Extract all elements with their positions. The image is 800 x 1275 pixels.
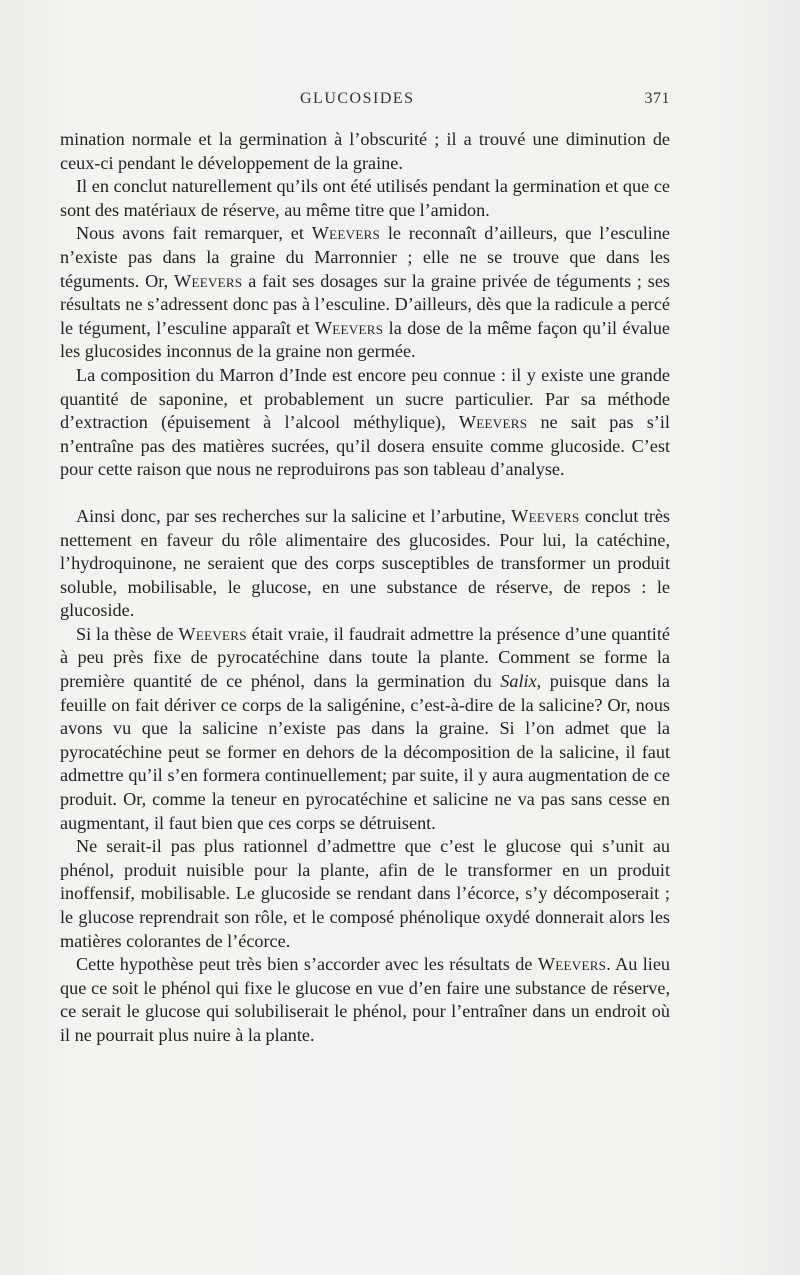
author-name: Weevers — [458, 412, 528, 433]
text-run: a fait ses dosages sur la graine privée de téguments ; ses résultats ne s’adressent donc pas à l’esculine. D’ailleurs, dès que la radicule a percé le tégument, l’esculine apparaît et — [60, 270, 670, 338]
paragraph — [60, 835, 670, 953]
paragraph — [60, 364, 670, 482]
paragraph — [60, 175, 670, 222]
text-run: ne sait pas s’il n’entraîne pas des matières sucrées, qu’il dosera ensuite comme glucoside. C’est pour cette raison que nous ne reproduirons pas son tableau d’analyse. — [60, 412, 670, 480]
page-number: 371 — [644, 90, 670, 107]
author-name: Weevers — [311, 223, 381, 244]
text-run: La composition du Marron d’Inde est encore peu connue : il y existe une grande quantité de saponine, et probablement un sucre particulier. Par sa méthode d’extraction (épuisement à l’alcool méthylique), — [60, 364, 670, 433]
text-run: le reconnaît d’ailleurs, que l’esculine n’existe pas dans la graine du Marronnier ; elle ne se trouve que dans les téguments. Or, — [60, 223, 670, 291]
author-name: Weevers — [537, 954, 607, 975]
author-name: Weevers — [511, 505, 580, 526]
text-run: était vraie, il faudrait admettre la présence d’une quantité à peu près fixe de pyrocatéchine dans toute la plante. Comment se forme la première quantité de ce phénol, dans la germination du — [60, 623, 670, 692]
text-run: Il en conclut naturellement qu’ils ont été utilisés pendant la germination et que ce sont des matériaux de réserve, au même titre que l’amidon. — [60, 176, 670, 220]
paragraph — [60, 505, 670, 623]
text-run: Ne serait-il pas plus rationnel d’admettre que c’est le glucose qui s’unit au phénol, produit nuisible pour la plante, afin de le transformer en un produit inoffensif, mobilisable. Le glucoside se rendant dans l’écorce, s’y décomposerait ; le glucose reprendrait son rôle, et le composé phénolique oxydé donnerait alors les matières colorantes de l’écorce. — [60, 836, 670, 951]
text-run: Ainsi donc, par ses recherches sur la salicine et l’arbutine, — [76, 505, 512, 526]
text-run: Cette hypothèse peut très bien s’accorder avec les résultats de — [76, 954, 538, 975]
text-run: la dose de la même façon qu’il évalue les glucosides inconnus de la graine non germée. — [60, 317, 670, 362]
text-run: , puisque dans la feuille on fait dériver ce corps de la saligénine, c’est-à-dire de la salicine? Or, nous avons vu que la salicine n’existe pas dans la graine. Si l’on admet que la pyrocatéchine peut se former en dehors de la décomposition de la salicine, il faut admettre qu’il s’en formera continuellement; par suite, il y aura augmentation de ce produit. Or, comme la teneur en pyrocatéchine et salicine ne va pas sans cesse en augmentant, il faut bien que ces corps se détruisent. — [60, 671, 670, 833]
italic-term: Salix — [500, 671, 537, 692]
running-title: GLUCOSIDES — [300, 90, 415, 107]
author-name: Weevers — [174, 270, 243, 291]
paragraph — [60, 128, 670, 175]
text-run: Si la thèse de — [76, 623, 179, 644]
text-run: mination normale et la germination à l’obscurité ; il a trouvé une diminution de ceux-ci pendant le développement de la graine. — [60, 129, 670, 173]
text-run: conclut très nettement en faveur du rôle alimentaire des glucosides. Pour lui, la catéchine, l’hydroquinone, ne seraient que des corps susceptibles de transformer un produit soluble, mobilisable, le glucose, en une substance de réserve, de repos : le glucoside. — [60, 505, 670, 621]
page-header — [60, 90, 670, 112]
author-name: Weevers — [314, 317, 384, 338]
paragraph — [60, 953, 670, 1047]
body-text — [60, 128, 670, 1048]
author-name: Weevers — [178, 623, 247, 644]
paragraph — [60, 222, 670, 364]
paragraph-gap — [60, 482, 670, 505]
paragraph — [60, 623, 670, 835]
text-run: Nous avons fait remarquer, et — [76, 223, 312, 244]
text-run: . Au lieu que ce soit le phénol qui fixe le glucose en vue d’en faire une substance de réserve, ce serait le glucose qui solubiliserait le phénol, pour l’entraîner dans un endroit où il ne pourrait plus nuire à la plante. — [60, 954, 671, 1045]
